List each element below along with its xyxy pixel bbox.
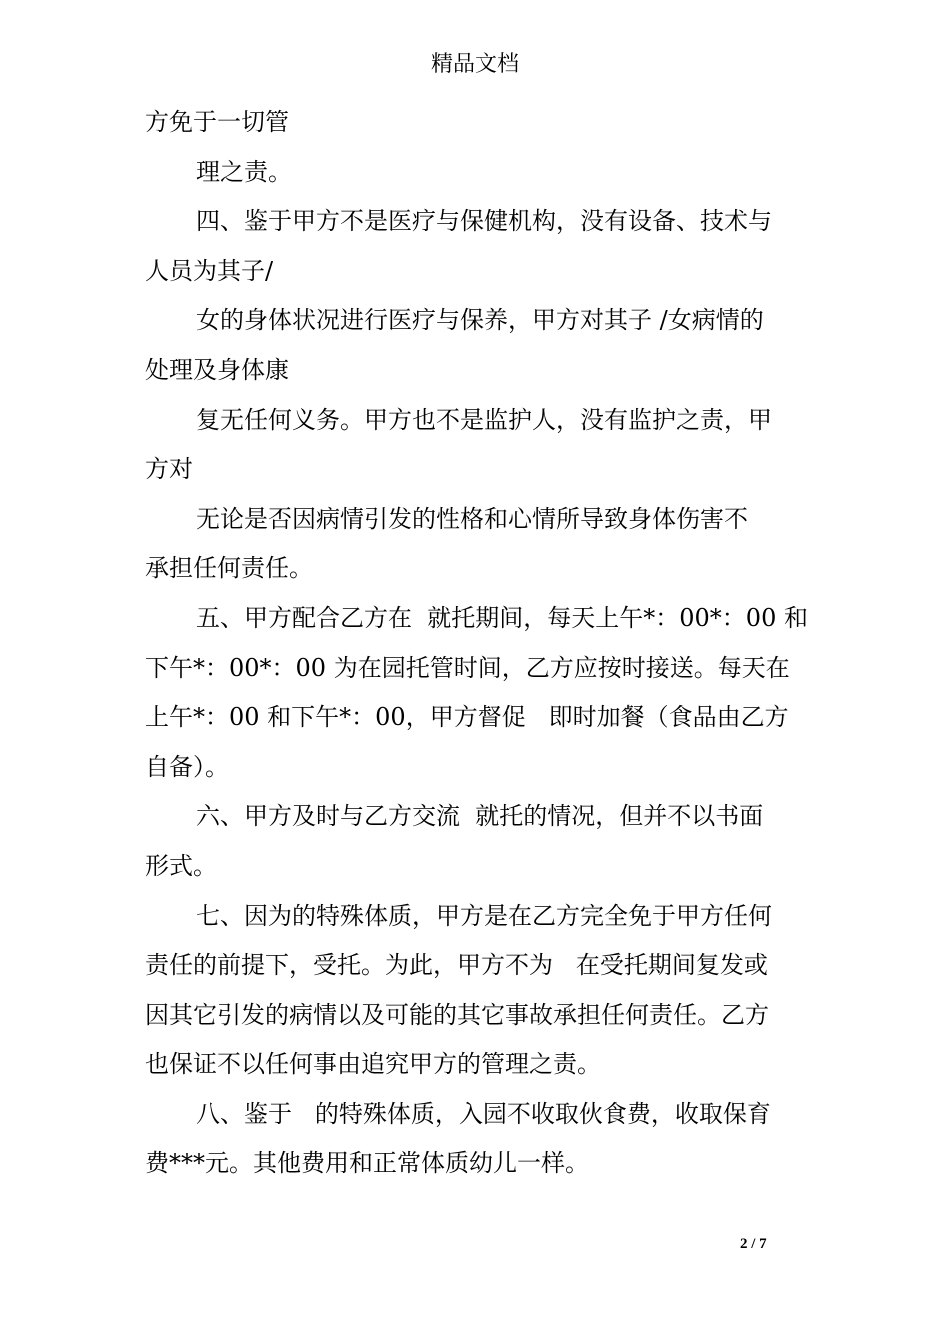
text-line-19: 因其它引发的病情以及可能的其它事故承担任何责任。乙方 [145, 1000, 769, 1029]
text-line-6: 处理及身体康 [145, 355, 289, 384]
text-line-5: 女的身体状况进行医疗与保养，甲方对其子 /女病情的 [196, 306, 764, 335]
text-line-11: 五、甲方配合乙方在 就托期间，每天上午*：00*：00 和 [196, 603, 808, 632]
text-line-8: 方对 [145, 455, 193, 484]
text-line-16: 形式。 [145, 851, 217, 880]
page-header: 精品文档 [430, 52, 519, 77]
text-line-1: 方免于一切管 [145, 108, 289, 136]
text-line-9: 无论是否因病情引发的性格和心情所导致身体伤害不 [196, 504, 748, 533]
text-line-2: 理之责。 [196, 157, 292, 186]
page-number: 2 / 7 [740, 1236, 767, 1252]
text-line-10: 承担任何责任。 [145, 554, 313, 583]
text-line-3: 四、鉴于甲方不是医疗与保健机构，没有设备、技术与 [196, 207, 772, 236]
text-line-13: 上午*：00 和下午*：00，甲方督促 即时加餐（食品由乙方 [145, 703, 789, 732]
text-line-14: 自备）。 [145, 752, 229, 781]
text-line-22: 费***元。其他费用和正常体质幼儿一样。 [145, 1149, 589, 1178]
document-body [145, 98, 810, 1189]
text-line-12: 下午*：00*：00 为在园托管时间，乙方应按时接送。每天在 [145, 653, 790, 682]
text-line-15: 六、甲方及时与乙方交流 就托的情况，但并不以书面 [196, 802, 764, 831]
text-line-20: 也保证不以任何事由追究甲方的管理之责。 [145, 1050, 601, 1079]
text-line-17: 七、因为的特殊体质，甲方是在乙方完全免于甲方任何 [196, 901, 772, 930]
text-line-7: 复无任何义务。甲方也不是监护人，没有监护之责，甲 [196, 405, 772, 434]
text-line-18: 责任的前提下，受托。为此，甲方不为 在受托期间复发或 [145, 951, 768, 980]
text-line-21: 八、鉴于 的特殊体质，入园不收取伙食费，收取保育 [196, 1099, 771, 1128]
text-line-4: 人员为其子/ [145, 256, 274, 285]
